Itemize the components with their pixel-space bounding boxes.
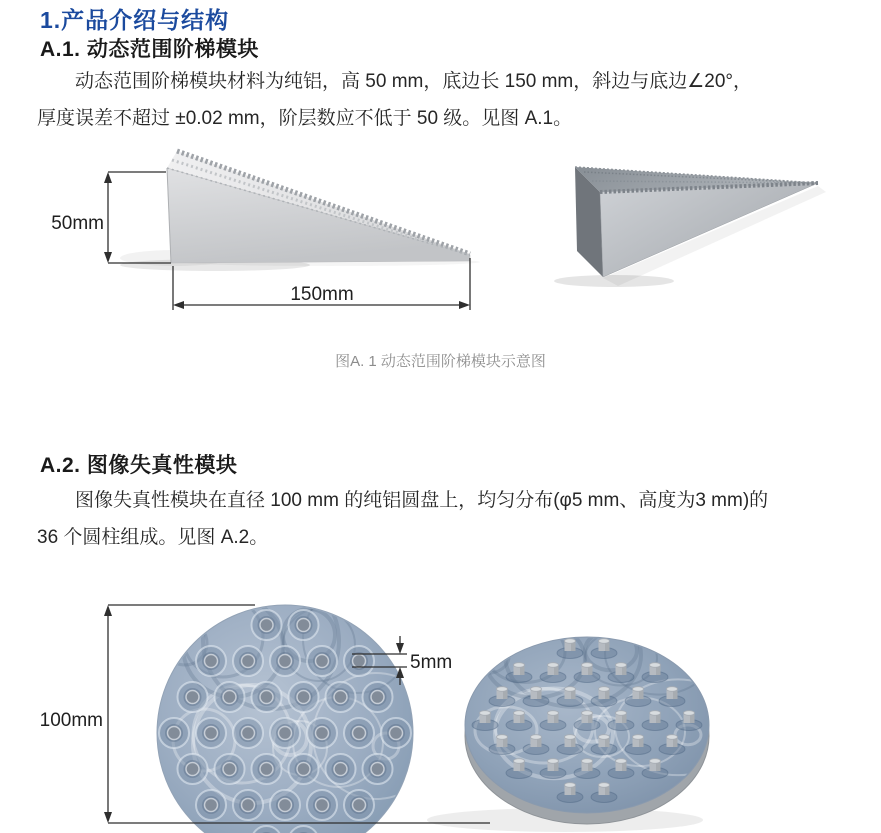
dim-50mm bbox=[51, 172, 171, 263]
a1-paragraph-line1: 动态范围阶梯模块材料为纯铝，高 50 mm，底边长 150 mm，斜边与底边∠20°， bbox=[75, 71, 753, 92]
a2-paragraph bbox=[37, 482, 853, 556]
figure-a1-caption: 图A. 1 动态范围阶梯模块示意图 bbox=[335, 353, 546, 370]
wedge-perspective-photo bbox=[554, 167, 826, 287]
a2-paragraph-line1: 图像失真性模块在直径 100 mm 的纯铝圆盘上，均匀分布(φ5 mm、高度为3 mm)的 bbox=[75, 490, 769, 511]
a1-heading: A.1. 动态范围阶梯模块 bbox=[40, 38, 259, 61]
dim-5mm-label: 5mm bbox=[410, 652, 453, 673]
dim-100mm-label: 100mm bbox=[39, 710, 103, 731]
dim-150mm-label: 150mm bbox=[290, 284, 354, 305]
a1-paragraph bbox=[37, 63, 853, 137]
wedge-side-view-photo bbox=[120, 151, 480, 271]
a2-heading: A.2. 图像失真性模块 bbox=[40, 454, 238, 477]
dim-50mm-label: 50mm bbox=[51, 213, 104, 234]
disk-top-view-photo bbox=[157, 573, 439, 833]
disk-perspective-photo bbox=[427, 603, 741, 832]
figure-a2-distortion-disk-photos bbox=[0, 558, 881, 833]
a1-paragraph-line2: 厚度误差不超过 ±0.02 mm，阶层数应不低于 50 级。见图 A.1。 bbox=[37, 108, 573, 129]
section-title: 1.产品介绍与结构 bbox=[40, 7, 230, 33]
figure-a1-step-wedge-photos bbox=[0, 130, 881, 350]
a2-paragraph-line2: 36 个圆柱组成。见图 A.2。 bbox=[37, 527, 269, 548]
